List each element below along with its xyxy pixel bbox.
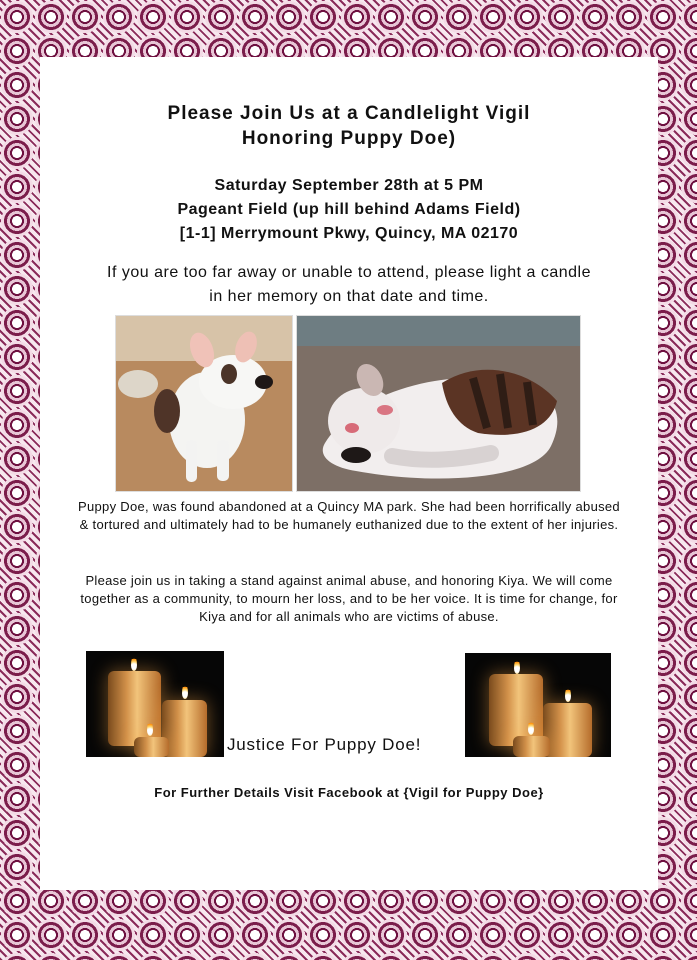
flame-icon bbox=[565, 687, 571, 702]
remote-note-line-1: If you are too far away or unable to attend, please light a candle bbox=[107, 264, 591, 281]
event-details bbox=[40, 174, 658, 246]
title-line-2: Honoring Puppy Doe) bbox=[241, 128, 457, 149]
event-address: [1-1] Merrymount Pkwy, Quincy, MA 02170 bbox=[179, 225, 519, 242]
lying-puppy-image bbox=[297, 316, 580, 491]
justice-slogan: Justice For Puppy Doe! bbox=[227, 735, 422, 754]
flame-icon bbox=[131, 656, 137, 671]
puppy-photo-lying bbox=[296, 315, 581, 492]
flame-icon bbox=[528, 720, 534, 735]
vigil-title bbox=[40, 101, 658, 151]
title-line-1: Please Join Us at a Candlelight Vigil bbox=[167, 103, 531, 124]
small-candle bbox=[134, 737, 169, 757]
sitting-puppy-image bbox=[116, 316, 292, 491]
candles-image-left bbox=[86, 651, 224, 757]
flame-icon bbox=[514, 659, 520, 674]
remote-note-line-2: in her memory on that date and time. bbox=[209, 288, 489, 305]
puppy-photo-sitting bbox=[115, 315, 293, 492]
story-paragraph-2: Please join us in taking a stand against animal abuse, and honoring Kiya. We will come together as a community, to mourn her loss, and to be her voice. It is time for change, for Kiya and for all animals who are victims of abuse. bbox=[80, 573, 618, 624]
facebook-details: For Further Details Visit Facebook at {Vigil for Puppy Doe} bbox=[154, 785, 544, 800]
large-candle bbox=[108, 671, 161, 746]
story-paragraph-1: Puppy Doe, was found abandoned at a Quincy MA park. She had been horrifically abused & tortured and ultimately had to be humanely euthanized due to the extent of her injuries. bbox=[78, 499, 620, 532]
candles-image-right bbox=[465, 653, 611, 757]
flame-icon bbox=[147, 721, 153, 736]
flyer-content bbox=[40, 57, 658, 890]
remote-participation-note bbox=[40, 261, 658, 309]
event-place: Pageant Field (up hill behind Adams Field) bbox=[177, 201, 521, 218]
flame-icon bbox=[182, 684, 188, 699]
medium-candle bbox=[543, 703, 592, 757]
event-date-time: Saturday September 28th at 5 PM bbox=[214, 177, 484, 194]
small-candle bbox=[513, 736, 550, 757]
